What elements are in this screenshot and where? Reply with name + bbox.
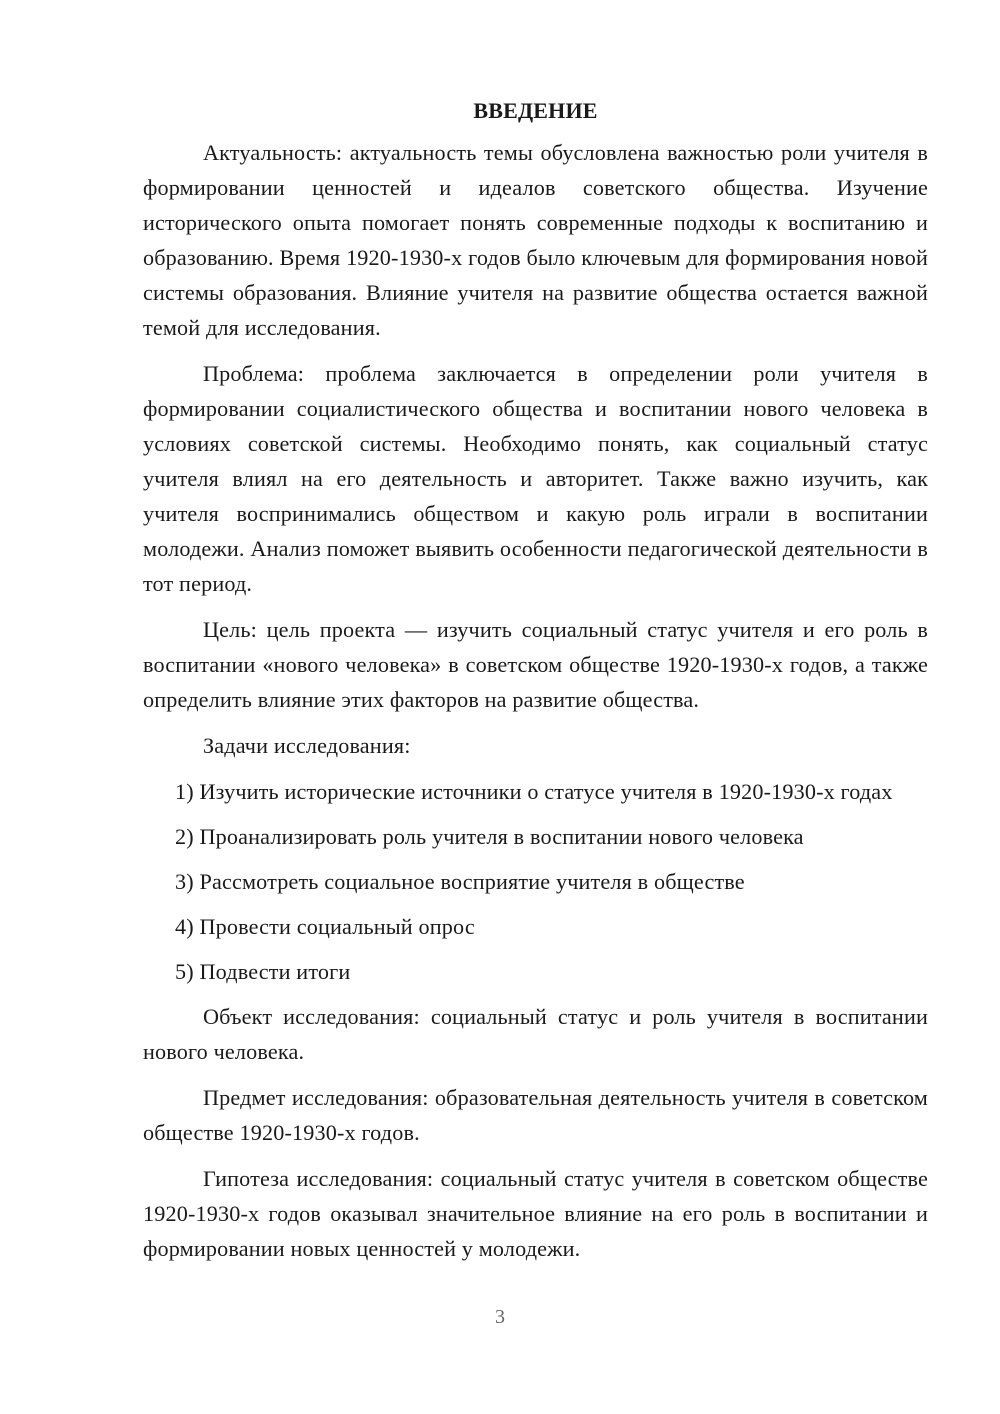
paragraph-problem: Проблема: проблема заключается в определении роли учителя в формировании социалистического общества и воспитании нового человека в условиях советской системы. Необходимо понять, как социальный статус учителя влиял на его деятельность и авторитет. Также важно изучить, как учителя воспринимались обществом и какую роль играли в воспитании молодежи. Анализ поможет выявить особенности педагогической деятельности в тот период. [143,361,928,596]
document-page [143,96,928,1277]
paragraph-hypothesis: Гипотеза исследования: социальный статус учителя в советском обществе 1920-1930-х годов оказывал значительное влияние на его роль в воспитании и формировании новых ценностей у молодежи. [143,1166,928,1261]
tasks-list [143,774,928,989]
paragraph-relevance: Актуальность: актуальность темы обусловлена важностью роли учителя в формировании ценностей и идеалов советского общества. Изучение исторического опыта помогает понять современные подходы к воспитанию и образованию. Время 1920-1930-х годов было ключевым для формирования новой системы образования. Влияние учителя на развитие общества остается важной темой для исследования. [143,140,928,340]
list-item: 5) Подвести итоги [175,959,351,984]
list-item: 4) Провести социальный опрос [175,914,475,939]
paragraph-object: Объект исследования: социальный статус и роль учителя в воспитании нового человека. [143,1004,928,1064]
list-item: 2) Проанализировать роль учителя в воспитании нового человека [175,824,804,849]
list-item: 1) Изучить исторические источники о статусе учителя в 1920-1930-х годах [175,779,893,804]
tasks-heading: Задачи исследования: [203,733,411,758]
list-item: 3) Рассмотреть социальное восприятие учителя в обществе [175,869,745,894]
page-number: 3 [495,1306,505,1328]
page-title: ВВЕДЕНИЕ [473,98,598,123]
paragraph-subject: Предмет исследования: образовательная деятельность учителя в советском обществе 1920-1930-х годов. [143,1085,928,1145]
paragraph-goal: Цель: цель проекта — изучить социальный статус учителя и его роль в воспитании «нового человека» в советском обществе 1920-1930-х годов, а также определить влияние этих факторов на развитие общества. [143,617,928,712]
